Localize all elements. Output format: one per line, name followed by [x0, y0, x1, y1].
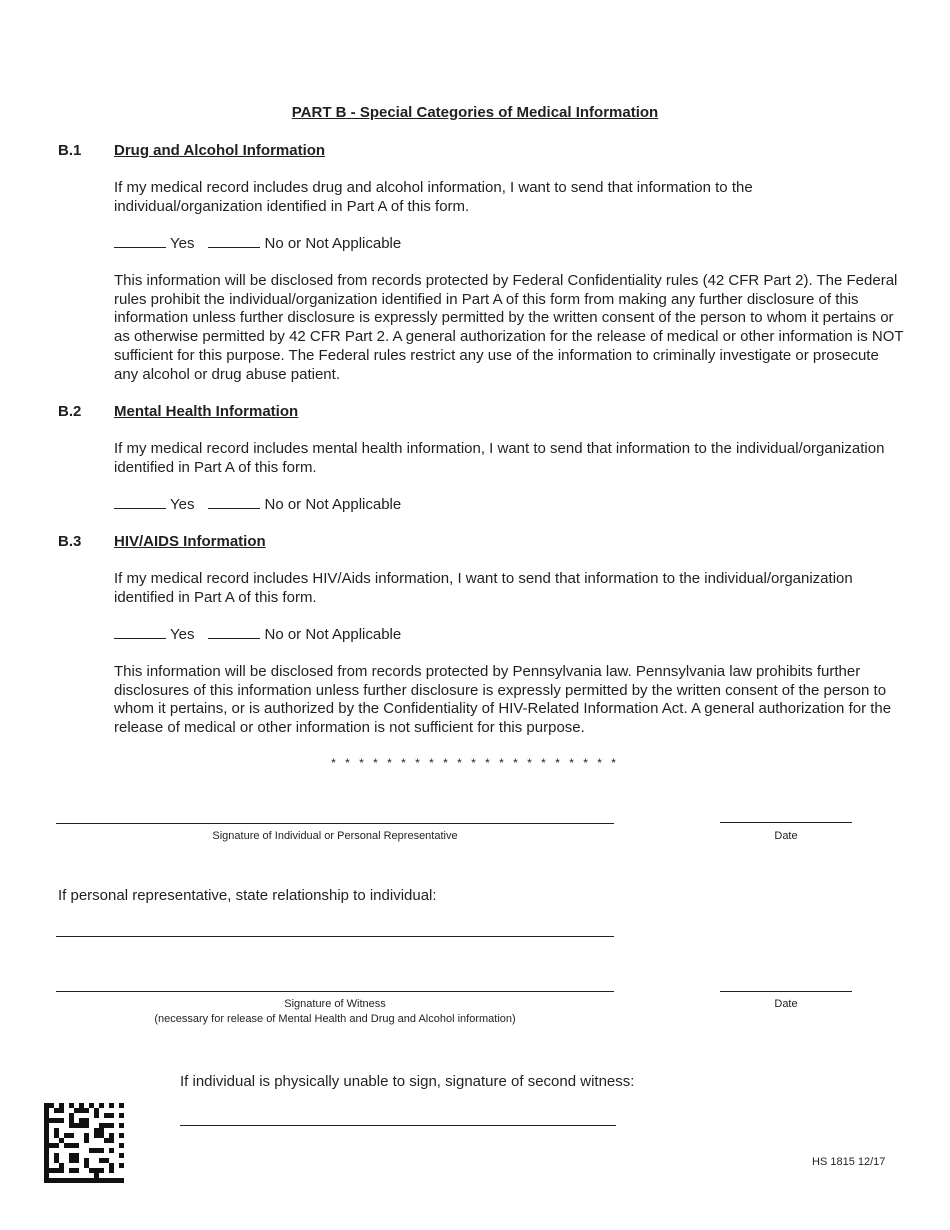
no-label-b3: No or Not Applicable — [264, 626, 402, 643]
individual-signature-caption: Signature of Individual or Personal Representative — [212, 830, 458, 842]
section-intro-b1: If my medical record includes drug and alcohol information, I want to send that information to the individual/organization identified in Part A of this form. — [114, 179, 753, 215]
relationship-prompt: If personal representative, state relationship to individual: — [58, 887, 437, 904]
date-line-1[interactable] — [720, 822, 852, 823]
section-title-b3: HIV/AIDS Information — [114, 533, 266, 550]
no-label-b1: No or Not Applicable — [264, 235, 402, 252]
section-number-b3: B.3 — [58, 533, 82, 550]
choice-row-b1 — [114, 235, 401, 252]
no-blank-b3[interactable] — [208, 637, 260, 639]
section-title-b2: Mental Health Information — [114, 403, 299, 420]
relationship-line[interactable] — [56, 936, 614, 937]
datamatrix-barcode-icon — [44, 1103, 124, 1183]
no-blank-b2[interactable] — [208, 507, 260, 509]
form-id: HS 1815 12/17 — [812, 1156, 886, 1168]
section-number-b2: B.2 — [58, 403, 82, 420]
yes-label-b3: Yes — [170, 626, 195, 643]
witness-signature-caption: Signature of Witness — [284, 998, 386, 1010]
yes-label-b1: Yes — [170, 235, 195, 252]
witness-note: (necessary for release of Mental Health and Drug and Alcohol information) — [154, 1013, 516, 1025]
choice-row-b3 — [114, 626, 401, 643]
witness-signature-line[interactable] — [56, 991, 614, 992]
choice-row-b2 — [114, 496, 401, 513]
separator-stars: * * * * * * * * * * * * * * * * * * * * * — [331, 756, 619, 770]
yes-blank-b3[interactable] — [114, 637, 166, 639]
yes-blank-b1[interactable] — [114, 246, 166, 248]
no-label-b2: No or Not Applicable — [264, 496, 402, 513]
yes-blank-b2[interactable] — [114, 507, 166, 509]
date-caption-1: Date — [774, 830, 798, 842]
individual-signature-line[interactable] — [56, 823, 614, 824]
second-witness-prompt: If individual is physically unable to sign, signature of second witness: — [180, 1073, 635, 1090]
date-line-2[interactable] — [720, 991, 852, 992]
second-witness-line[interactable] — [180, 1125, 616, 1126]
section-notice-b3: This information will be disclosed from records protected by Pennsylvania law. Pennsylvania law prohibits further disclosures of this information unless further disclosure is expressly permitted by the written consent of the person to whom it pertains, or is authorized by the Confidentiality of HIV-Related Information Act. A general authorization for the release of medical or other information is not sufficient for this purpose. — [114, 663, 892, 737]
section-intro-b2: If my medical record includes mental health information, I want to send that information to the individual/organization identified in Part A of this form. — [114, 440, 885, 476]
page-title: PART B - Special Categories of Medical Information — [291, 104, 659, 121]
yes-label-b2: Yes — [170, 496, 195, 513]
no-blank-b1[interactable] — [208, 246, 260, 248]
section-title-b1: Drug and Alcohol Information — [114, 142, 326, 159]
section-number-b1: B.1 — [58, 142, 82, 159]
section-intro-b3: If my medical record includes HIV/Aids information, I want to send that information to the individual/organization identified in Part A of this form. — [114, 570, 853, 606]
date-caption-2: Date — [774, 998, 798, 1010]
section-notice-b1: This information will be disclosed from records protected by Federal Confidentiality rules (42 CFR Part 2). The Federal rules prohibit the individual/organization identified in Part A of this form from making any further disclosure of this information unless further disclosure is expressly permitted by the written consent of the person to whom it pertains or as otherwise permitted by 42 CFR Part 2. A general authorization for the release of medical or other information is NOT sufficient for this purpose. The Federal rules restrict any use of the information to criminally investigate or prosecute any alcohol or drug abuse patient. — [114, 272, 904, 383]
